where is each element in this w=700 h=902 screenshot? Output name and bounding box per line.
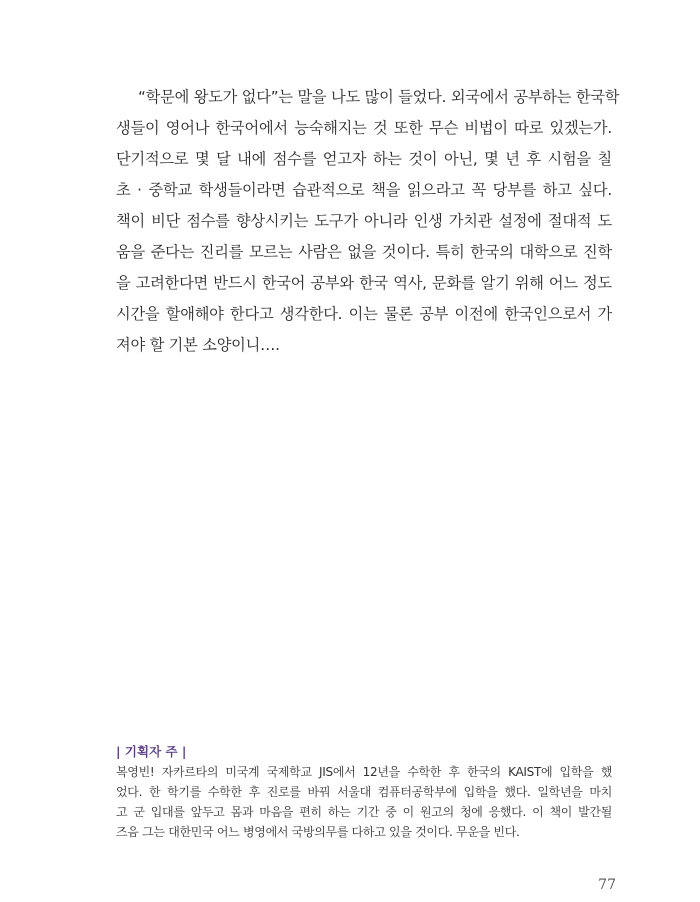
- editor-note-line: 복영빈! 자카르타의 미국계 국제학교 JIS에서 12년을 수학한 후 한국의 KAIST에 입학을 했: [116, 765, 612, 779]
- body-line: 초 · 중학교 학생들이라면 습관적으로 책을 읽으라고 꼭 당부를 하고 싶다.: [116, 181, 612, 199]
- editor-note: [116, 743, 612, 842]
- main-body-text: [116, 82, 620, 361]
- body-line: “학문에 왕도가 없다”는 말을 나도 많이 들었다. 외국에서 공부하는 한국학: [138, 88, 620, 106]
- page-number: 77: [598, 877, 616, 893]
- editor-note-heading: | 기획자 주 |: [116, 744, 187, 759]
- editor-note-line: 었다. 한 학기를 수학한 후 진로를 바꿔 서울대 컴퓨터공학부에 입학을 했다. 일학년을 마치: [116, 785, 612, 799]
- body-line: 생들이 영어나 한국어에서 능숙해지는 것 또한 무슨 비법이 따로 있겠는가.: [116, 119, 612, 137]
- body-line: 져야 할 기본 소양이니….: [116, 336, 280, 354]
- editor-note-line: 고 군 입대를 앞두고 몸과 마음을 편히 하는 기간 중 이 원고의 청에 응했다. 이 책이 발간될: [116, 805, 612, 819]
- body-line: 움을 준다는 진리를 모르는 사람은 없을 것이다. 특히 한국의 대학으로 진학: [116, 243, 612, 261]
- body-line: 단기적으로 몇 달 내에 점수를 얻고자 하는 것이 아닌, 몇 년 후 시험을 칠: [116, 150, 612, 168]
- body-line: 시간을 할애해야 한다고 생각한다. 이는 물론 공부 이전에 한국인으로서 가: [116, 305, 612, 323]
- body-line: 을 고려한다면 반드시 한국어 공부와 한국 역사, 문화를 알기 위해 어느 정도: [116, 274, 612, 292]
- body-line: 책이 비단 점수를 향상시키는 도구가 아니라 인생 가치관 설정에 절대적 도: [116, 212, 612, 230]
- editor-note-line: 즈음 그는 대한민국 어느 병영에서 국방의무를 다하고 있을 것이다. 무운을 빈다.: [116, 825, 520, 839]
